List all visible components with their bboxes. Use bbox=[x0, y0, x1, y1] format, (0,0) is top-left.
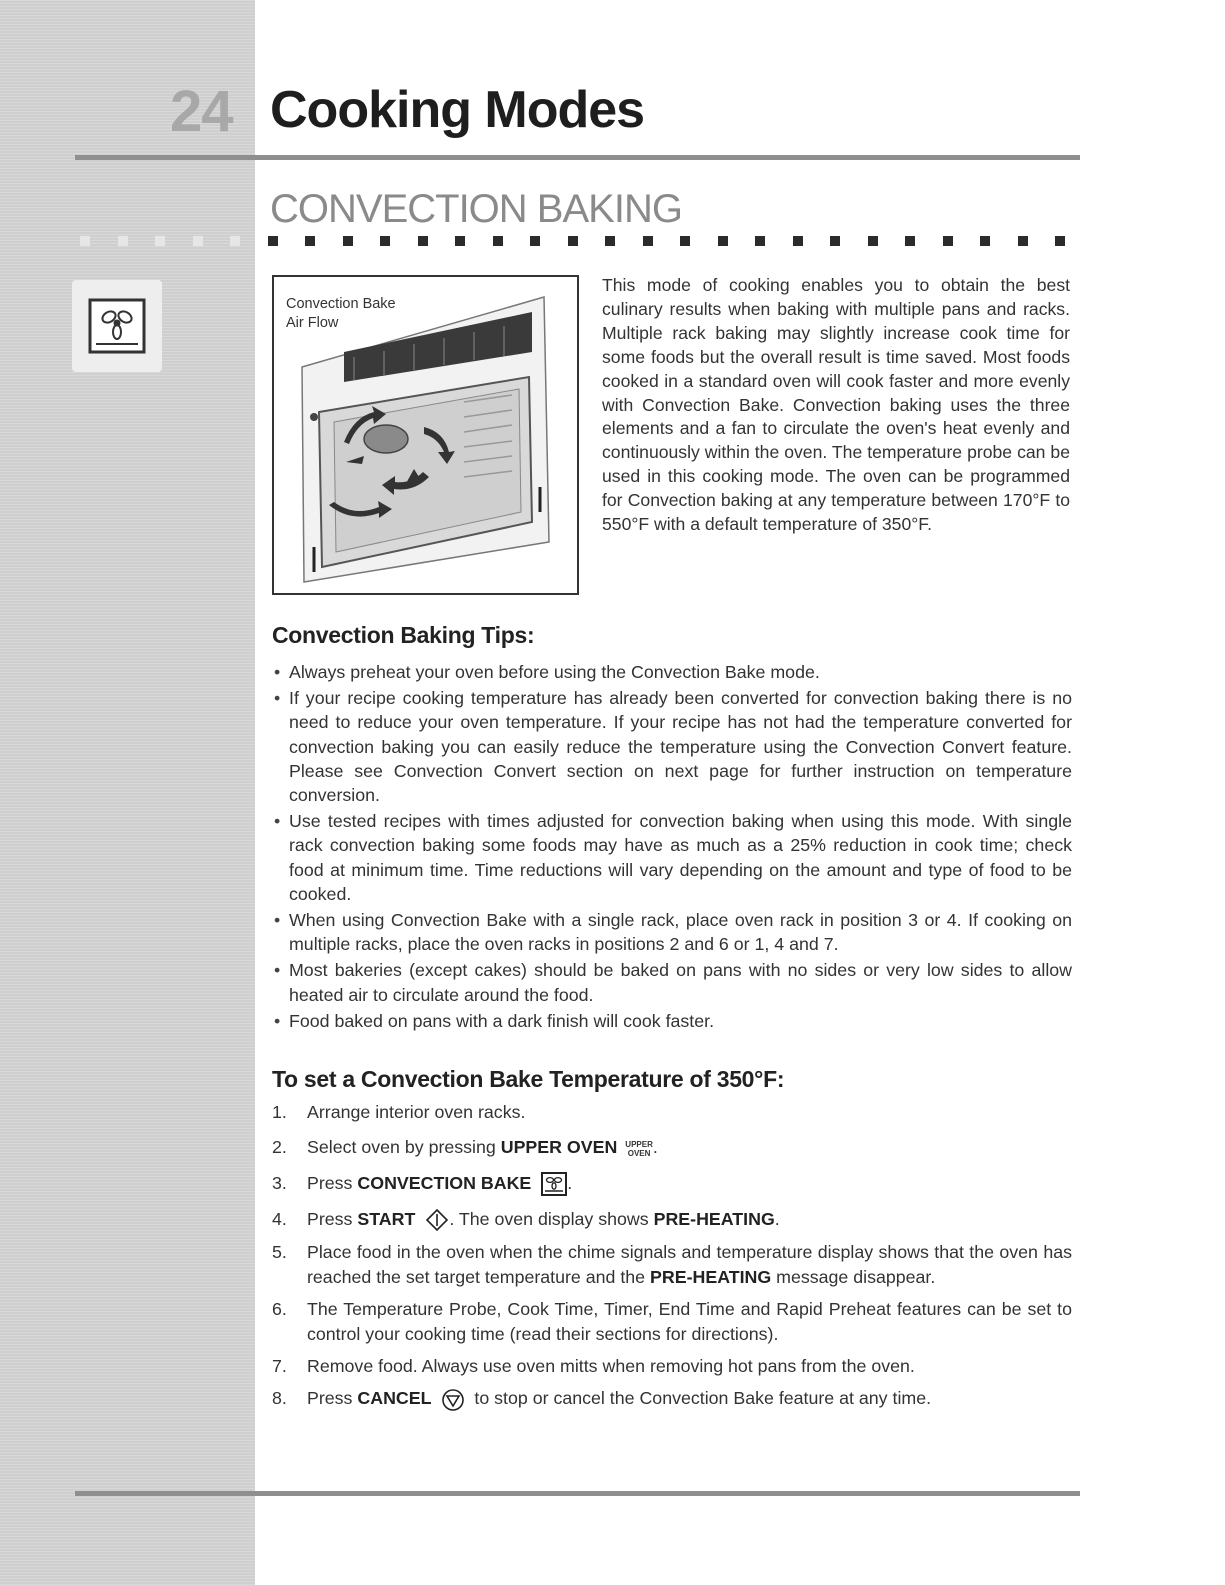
step-text: Arrange interior oven racks. bbox=[307, 1102, 526, 1122]
section-title: CONVECTION BAKING bbox=[270, 187, 682, 231]
page-title: Cooking Modes bbox=[270, 81, 645, 139]
steps-heading: To set a Convection Bake Temperature of 350°F: bbox=[272, 1066, 785, 1092]
divider-dot bbox=[1055, 236, 1065, 246]
list-item: • Always preheat your oven before using the Convection Bake mode. bbox=[272, 660, 1072, 684]
list-item bbox=[272, 1171, 1072, 1196]
list-item bbox=[272, 1386, 1072, 1411]
divider-dot bbox=[418, 236, 428, 246]
divider-dot bbox=[230, 236, 240, 246]
figure-caption-line: Convection Bake bbox=[286, 296, 396, 312]
divider-dot bbox=[643, 236, 653, 246]
list-item bbox=[272, 1354, 1072, 1378]
list-item bbox=[272, 1207, 1072, 1232]
divider-dot bbox=[193, 236, 203, 246]
divider-dot bbox=[268, 236, 278, 246]
step-text: message disappear. bbox=[771, 1266, 936, 1287]
title-divider bbox=[75, 155, 1080, 160]
divider-dot bbox=[455, 236, 465, 246]
convection-airflow-figure bbox=[272, 275, 579, 595]
convection-bake-key-label: CONVECTION BAKE bbox=[357, 1172, 532, 1193]
step-text: . bbox=[567, 1172, 573, 1193]
divider-dot bbox=[530, 236, 540, 246]
figure-caption-line: Air Flow bbox=[286, 315, 339, 331]
step-number: 8. bbox=[272, 1388, 287, 1409]
divider-dot bbox=[380, 236, 390, 246]
cancel-key-label: CANCEL bbox=[357, 1388, 432, 1409]
step-number: 7. bbox=[272, 1356, 287, 1377]
list-item: • Most bakeries (except cakes) should be baked on pans with no sides or very low sides to allow heated air to circulate around the food. bbox=[272, 958, 1072, 1006]
bottom-divider bbox=[75, 1491, 1080, 1496]
oven-illustration bbox=[274, 277, 577, 593]
list-item bbox=[272, 1100, 1072, 1124]
cancel-icon bbox=[441, 1388, 465, 1412]
divider-dot bbox=[155, 236, 165, 246]
divider-dot bbox=[680, 236, 690, 246]
step-number: 6. bbox=[272, 1299, 287, 1320]
convection-bake-icon bbox=[541, 1172, 567, 1196]
list-item: • When using Convection Bake with a single rack, place oven rack in position 3 or 4. If cooking on multiple racks, place the oven racks in positions 2 and 6 or 1, 4 and 7. bbox=[272, 908, 1072, 956]
step-text: . bbox=[652, 1137, 658, 1158]
step-text: Place food in the oven when the chime signals and temperature display shows that the oven has reached the set target temperature and the bbox=[307, 1242, 1072, 1287]
divider-dot bbox=[605, 236, 615, 246]
list-item bbox=[272, 1135, 1072, 1159]
step-number: 1. bbox=[272, 1102, 287, 1122]
convection-bake-icon bbox=[72, 280, 162, 372]
step-text: Remove food. Always use oven mitts when removing hot pans from the oven. bbox=[307, 1356, 915, 1377]
divider-dot bbox=[305, 236, 315, 246]
divider-dot bbox=[493, 236, 503, 246]
divider-dot bbox=[905, 236, 915, 246]
divider-dot bbox=[568, 236, 578, 246]
step-number: 3. bbox=[272, 1172, 287, 1193]
preheating-label: PRE-HEATING bbox=[650, 1266, 772, 1287]
list-item bbox=[272, 1240, 1072, 1289]
divider-dot bbox=[793, 236, 803, 246]
upper-oven-key-label: UPPER OVEN bbox=[500, 1137, 618, 1158]
start-icon bbox=[425, 1208, 449, 1232]
divider-dot bbox=[1018, 236, 1028, 246]
intro-paragraph: This mode of cooking enables you to obtain the best culinary results when baking with multiple pans and racks. Multiple rack baking may slightly increase cook time for some foods but the overall result is time saved. Most foods cooked in a standard oven will cook faster and more evenly with Convection Bake. Convection baking uses the three elements and a fan to circulate the oven's heat evenly and continuously within the oven. The temperature probe can be used in this cooking mode. The oven can be programmed for Convection baking at any temperature between 170°F to 550°F with a default temperature of 350°F. bbox=[602, 275, 1070, 535]
divider-dot bbox=[868, 236, 878, 246]
step-text: Press bbox=[307, 1209, 358, 1230]
dotted-divider bbox=[80, 236, 1080, 250]
page-number: 24 bbox=[170, 79, 233, 144]
upper-oven-icon bbox=[625, 1140, 653, 1158]
step-text: to stop or cancel the Convection Bake feature at any time. bbox=[469, 1388, 932, 1409]
list-item: • If your recipe cooking temperature has already been converted for convection baking there is no need to reduce your oven temperature. If your recipe has not had the temperature converted for convection baking you can easily reduce the temperature using the Convection Convert feature. Please see Convection Convert section on next page for further instruction on temperature conversion. bbox=[272, 686, 1072, 807]
step-text: Press bbox=[307, 1172, 358, 1193]
divider-dot bbox=[830, 236, 840, 246]
step-text: Select oven by pressing bbox=[307, 1137, 501, 1158]
step-text: . The oven display shows bbox=[449, 1209, 654, 1230]
list-item: • Use tested recipes with times adjusted for convection baking when using this mode. With single rack convection baking some foods may have as much as a 25% reduction in cook time; check food at minimum time. Time reductions will vary depending on the amount and type of food to be cooked. bbox=[272, 809, 1072, 906]
step-number: 2. bbox=[272, 1137, 287, 1158]
tips-heading: Convection Baking Tips: bbox=[272, 622, 535, 648]
icon-label: OVEN bbox=[627, 1148, 651, 1158]
step-text: The Temperature Probe, Cook Time, Timer, End Time and Rapid Preheat features can be set to control your cooking time (read their sections for directions). bbox=[307, 1299, 1072, 1344]
divider-dot bbox=[943, 236, 953, 246]
list-item: • Food baked on pans with a dark finish will cook faster. bbox=[272, 1009, 1072, 1033]
icon-label: UPPER bbox=[625, 1139, 653, 1149]
step-text: . bbox=[774, 1209, 780, 1230]
steps-list bbox=[272, 1100, 1072, 1412]
step-number: 5. bbox=[272, 1242, 287, 1263]
step-number: 4. bbox=[272, 1209, 287, 1230]
divider-dot bbox=[118, 236, 128, 246]
list-item bbox=[272, 1297, 1072, 1346]
step-text: Press bbox=[307, 1388, 358, 1409]
divider-dot bbox=[980, 236, 990, 246]
start-key-label: START bbox=[357, 1209, 416, 1230]
tips-list bbox=[272, 660, 1072, 1035]
divider-dot bbox=[755, 236, 765, 246]
preheating-label: PRE-HEATING bbox=[653, 1209, 775, 1230]
divider-dot bbox=[80, 236, 90, 246]
divider-dot bbox=[343, 236, 353, 246]
divider-dot bbox=[718, 236, 728, 246]
